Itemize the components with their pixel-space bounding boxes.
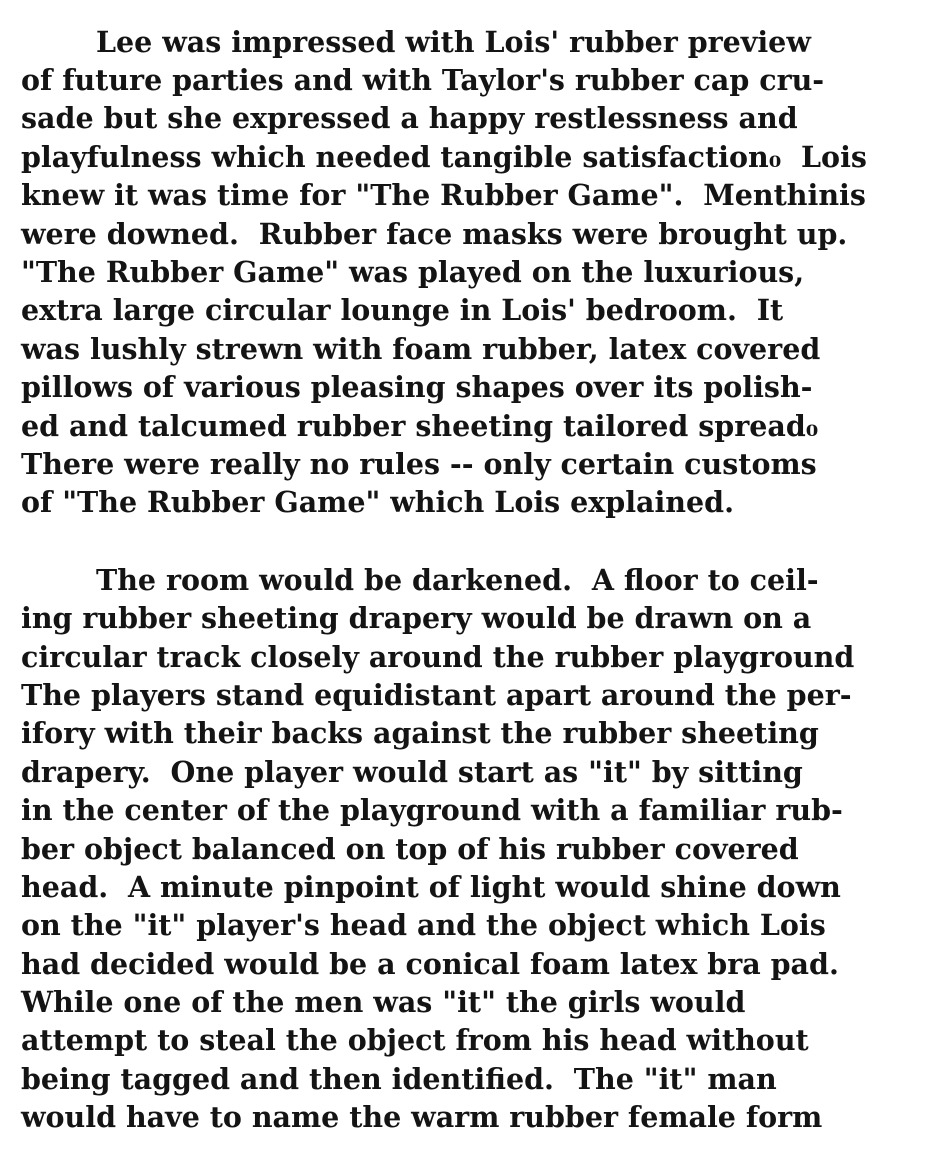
text-line: The room would be darkened. A floor to ceil- [96, 563, 819, 597]
text-line: There were really no rules -- only certain customs [21, 447, 817, 481]
text-line: knew it was time for "The Rubber Game". Menthinis [21, 178, 866, 212]
text-line: While one of the men was "it" the girls would [21, 985, 746, 1019]
text-line: ifory with their backs against the rubber sheeting [21, 716, 819, 750]
text-line: being tagged and then identified. The "it" man [21, 1062, 777, 1096]
text-line: extra large circular lounge in Lois' bedroom. It [21, 293, 784, 327]
text-line: of "The Rubber Game" which Lois explained. [21, 485, 735, 519]
text-line: sade but she expressed a happy restlessness and [21, 101, 798, 135]
text-line: of future parties and with Taylor's rubber cap cru- [21, 63, 825, 97]
text-line: playfulness which needed tangible satisfaction₀ Lois [21, 140, 867, 174]
text-line: drapery. One player would start as "it" by sitting [21, 755, 803, 789]
text-line: in the center of the playground with a familiar rub- [21, 793, 843, 827]
text-line: The players stand equidistant apart around the per- [21, 678, 852, 712]
text-line: head. A minute pinpoint of light would shine down [21, 870, 841, 904]
text-line: had decided would be a conical foam latex bra pad. [21, 947, 839, 981]
text-line: "The Rubber Game" was played on the luxurious, [21, 255, 805, 289]
text-line: circular track closely around the rubber playground [21, 640, 855, 674]
text-line: ing rubber sheeting drapery would be drawn on a [21, 601, 812, 635]
text-line: attempt to steal the object from his head without [21, 1023, 809, 1057]
text-line: pillows of various pleasing shapes over its polish- [21, 370, 813, 404]
text-line: ber object balanced on top of his rubber covered [21, 832, 799, 866]
text-line: was lushly strewn with foam rubber, latex covered [21, 332, 821, 366]
text-line: Lee was impressed with Lois' rubber preview [96, 25, 811, 59]
text-line: would have to name the warm rubber female form [21, 1100, 823, 1134]
text-line: were downed. Rubber face masks were brought up. [21, 217, 848, 251]
text-line: on the "it" player's head and the object which Lois [21, 908, 826, 942]
text-line: ed and talcumed rubber sheeting tailored spread₀ [21, 409, 819, 443]
